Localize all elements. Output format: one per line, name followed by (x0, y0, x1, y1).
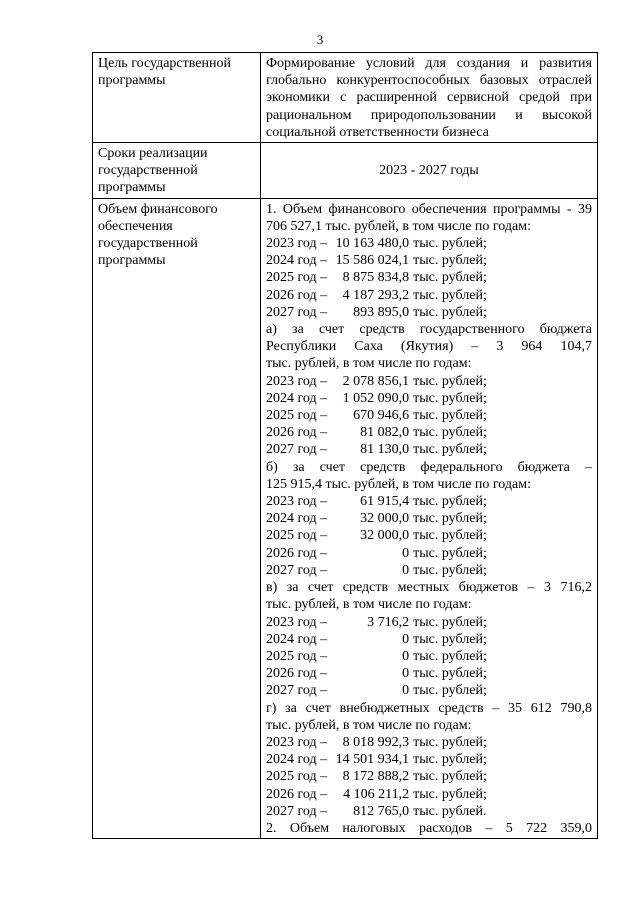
line-unit: тыс. рублей; (413, 614, 487, 630)
word: счет (308, 580, 334, 596)
word: местных (397, 580, 450, 596)
line-unit: тыс. рублей; (413, 683, 487, 699)
line-amount: 0 (402, 683, 410, 699)
finance-value (261, 198, 598, 839)
line-amount: 4 106 211,2 (343, 786, 410, 802)
word: за (286, 580, 299, 596)
line-year: 2026 год – (266, 425, 328, 441)
word: Саха (354, 339, 383, 355)
word: государственного (419, 322, 525, 338)
line-year: 2024 год – (266, 631, 328, 647)
line-year: 2026 год – (266, 666, 328, 682)
word: за (285, 700, 297, 716)
local-intro-line-2: тыс. рублей, в том числе по годам: (266, 597, 472, 613)
federal-intro-line-1 (266, 459, 592, 476)
word: счет (318, 322, 345, 338)
year-amount-line (266, 631, 592, 648)
year-amount-line (266, 527, 592, 544)
line-amount: 0 (402, 562, 410, 578)
word: средств (438, 700, 484, 716)
line-year: 2024 год – (266, 253, 328, 269)
line-amount: 32 000,0 (360, 511, 410, 527)
line-year: 2023 год – (266, 614, 328, 630)
line-unit: тыс. рублей; (413, 236, 487, 252)
word: налоговых (342, 820, 406, 836)
year-amount-line (266, 751, 592, 768)
local-list (266, 614, 592, 700)
word: внебюджетных (339, 700, 430, 716)
line-year: 2027 год – (266, 304, 328, 320)
year-amount-line (266, 424, 592, 441)
year-amount-line (266, 493, 592, 510)
word: – (492, 700, 500, 716)
line-unit: тыс. рублей; (413, 494, 487, 510)
year-amount-line (266, 441, 592, 458)
line-amount: 8 018 992,3 (342, 734, 410, 750)
line-amount: 0 (402, 545, 410, 561)
state-intro-line-2 (266, 338, 592, 355)
word: (Якутия) (400, 339, 454, 355)
word: счет (319, 459, 346, 475)
year-amount-line (266, 252, 592, 269)
line-year: 2027 год – (266, 562, 328, 578)
line-year: 2025 год – (266, 648, 328, 664)
line-unit: тыс. рублей; (413, 631, 487, 647)
word: счет (305, 700, 331, 716)
word: бюджетов (458, 580, 518, 596)
line-year: 2027 год – (266, 803, 328, 819)
goal-value: Формирование условий для создания и развития глобально конкурентоспособных базовых отраслей экономики с расширенной сервисной средой при рациональном природопользовании и высокой социальной ответственности бизнеса (261, 53, 598, 143)
line-unit: тыс. рублей; (413, 666, 487, 682)
line-unit: тыс. рублей; (413, 390, 487, 406)
line-unit: тыс. рублей; (413, 648, 487, 664)
word: Республики (266, 339, 337, 355)
line-year: 2023 год – (266, 734, 328, 750)
year-amount-line (266, 373, 592, 390)
year-amount-line (266, 545, 592, 562)
word: бюджета (517, 459, 570, 475)
line-unit: тыс. рублей; (413, 304, 487, 320)
line-year: 2023 год – (266, 494, 328, 510)
state-intro-line-1 (266, 321, 592, 338)
line-year: 2025 год – (266, 408, 328, 424)
word: бюджета (539, 322, 592, 338)
line-unit: тыс. рублей; (413, 270, 487, 286)
year-amount-line (266, 304, 592, 321)
word: средств (342, 580, 389, 596)
line-amount: 32 000,0 (360, 528, 410, 544)
line-amount: 81 082,0 (360, 425, 410, 441)
finance-label: Объем финансового обеспечения государственной программы (93, 198, 261, 839)
line-year: 2025 год – (266, 769, 328, 785)
local-intro-line-1 (266, 579, 592, 596)
line-amount: 1 052 090,0 (342, 390, 410, 406)
federal-list (266, 493, 592, 579)
year-amount-line (266, 390, 592, 407)
line-amount: 15 586 024,1 (335, 253, 410, 269)
word: за (292, 459, 305, 475)
year-amount-line (266, 803, 592, 820)
line-amount: 4 187 293,2 (342, 287, 410, 303)
line-amount: 670 946,6 (353, 408, 410, 424)
line-year: 2024 год – (266, 390, 328, 406)
passport-table (92, 52, 598, 839)
line-unit: тыс. рублей; (413, 528, 487, 544)
line-unit: тыс. рублей; (413, 425, 487, 441)
word: 722 (526, 820, 548, 836)
line-year: 2026 год – (266, 287, 328, 303)
line-year: 2026 год – (266, 545, 328, 561)
line-amount: 893 895,0 (353, 304, 410, 320)
line-unit: тыс. рублей; (413, 511, 487, 527)
line-unit: тыс. рублей; (413, 442, 487, 458)
word: 359,0 (560, 820, 592, 836)
line-year: 2024 год – (266, 511, 328, 527)
line-year: 2026 год – (266, 786, 328, 802)
federal-intro-line-2: 125 915,4 тыс. рублей, в том числе по годам: (266, 476, 531, 492)
line-unit: тыс. рублей; (413, 373, 487, 389)
word: – (471, 339, 479, 355)
line-unit: тыс. рублей. (413, 803, 487, 819)
line-amount: 8 172 888,2 (342, 769, 410, 785)
line-unit: тыс. рублей; (413, 253, 487, 269)
year-amount-line (266, 734, 592, 751)
year-amount-line (266, 768, 592, 785)
word: в) (266, 580, 278, 596)
line-unit: тыс. рублей; (413, 786, 487, 802)
year-amount-line (266, 614, 592, 631)
term-row (93, 143, 598, 199)
line-amount: 8 875 834,8 (342, 270, 410, 286)
line-unit: тыс. рублей; (413, 769, 487, 785)
word: 35 (508, 700, 523, 716)
year-amount-line (266, 682, 592, 699)
goal-label: Цель государственной программы (93, 53, 261, 143)
word: 612 (530, 700, 552, 716)
word: средств (360, 459, 406, 475)
word: 5 (505, 820, 513, 836)
year-amount-line (266, 235, 592, 252)
word: 3 (496, 339, 504, 355)
word: Объем (289, 820, 330, 836)
extra-list (266, 734, 592, 820)
total-list (266, 235, 592, 321)
line-year: 2027 год – (266, 683, 328, 699)
year-amount-line (266, 562, 592, 579)
line-amount: 812 765,0 (353, 803, 410, 819)
word: – (584, 459, 592, 475)
state-intro-line-3: тыс. рублей, в том числе по годам: (266, 356, 472, 372)
line-unit: тыс. рублей; (413, 545, 487, 561)
line-year: 2027 год – (266, 442, 328, 458)
year-amount-line (266, 665, 592, 682)
line-year: 2023 год – (266, 373, 328, 389)
word: 2. (266, 820, 277, 836)
line-unit: тыс. рублей; (413, 287, 487, 303)
word: 104,7 (560, 339, 592, 355)
word: 964 (521, 339, 543, 355)
line-year: 2025 год – (266, 270, 328, 286)
year-amount-line (266, 510, 592, 527)
word: – (485, 820, 493, 836)
line-unit: тыс. рублей; (413, 408, 487, 424)
page-number: 3 (316, 32, 324, 47)
word: а) (266, 322, 277, 338)
word: за (292, 322, 304, 338)
year-amount-line (266, 786, 592, 803)
word: федерального (420, 459, 503, 475)
finance-intro: 1. Объем финансового обеспечения программы - 39 706 527,1 тыс. рублей, в том числе по годам: (266, 201, 592, 234)
finance-row (93, 198, 598, 839)
line-amount: 81 130,0 (360, 442, 410, 458)
line-year: 2024 год – (266, 752, 328, 768)
word: – (527, 580, 535, 596)
word: 3 (543, 580, 551, 596)
line-amount: 2 078 856,1 (342, 373, 410, 389)
year-amount-line (266, 287, 592, 304)
word: 716,2 (560, 580, 592, 596)
line-year: 2025 год – (266, 528, 328, 544)
year-amount-line (266, 648, 592, 665)
word: г) (266, 700, 277, 716)
line-amount: 0 (402, 648, 410, 664)
word: расходов (419, 820, 473, 836)
line-amount: 10 163 480,0 (335, 236, 410, 252)
goal-row (93, 53, 598, 143)
word: 790,8 (560, 700, 592, 716)
state-list (266, 373, 592, 459)
line-year: 2023 год – (266, 236, 328, 252)
year-amount-line (266, 407, 592, 424)
line-amount: 0 (402, 666, 410, 682)
extra-intro-line-2: тыс. рублей, в том числе по годам: (266, 717, 472, 733)
line-unit: тыс. рублей; (413, 734, 487, 750)
line-amount: 0 (402, 631, 410, 647)
term-label: Сроки реализации государственной программы (93, 143, 261, 199)
line-amount: 14 501 934,1 (335, 752, 410, 768)
line-unit: тыс. рублей; (413, 562, 487, 578)
extra-intro-line-1 (266, 700, 592, 717)
line-unit: тыс. рублей; (413, 752, 487, 768)
term-value: 2023 - 2027 годы (261, 143, 598, 199)
word: б) (266, 459, 278, 475)
word: средств (359, 322, 405, 338)
line-amount: 61 915,4 (360, 494, 410, 510)
tax-line (266, 820, 592, 837)
year-amount-line (266, 269, 592, 286)
line-amount: 3 716,2 (367, 614, 410, 630)
